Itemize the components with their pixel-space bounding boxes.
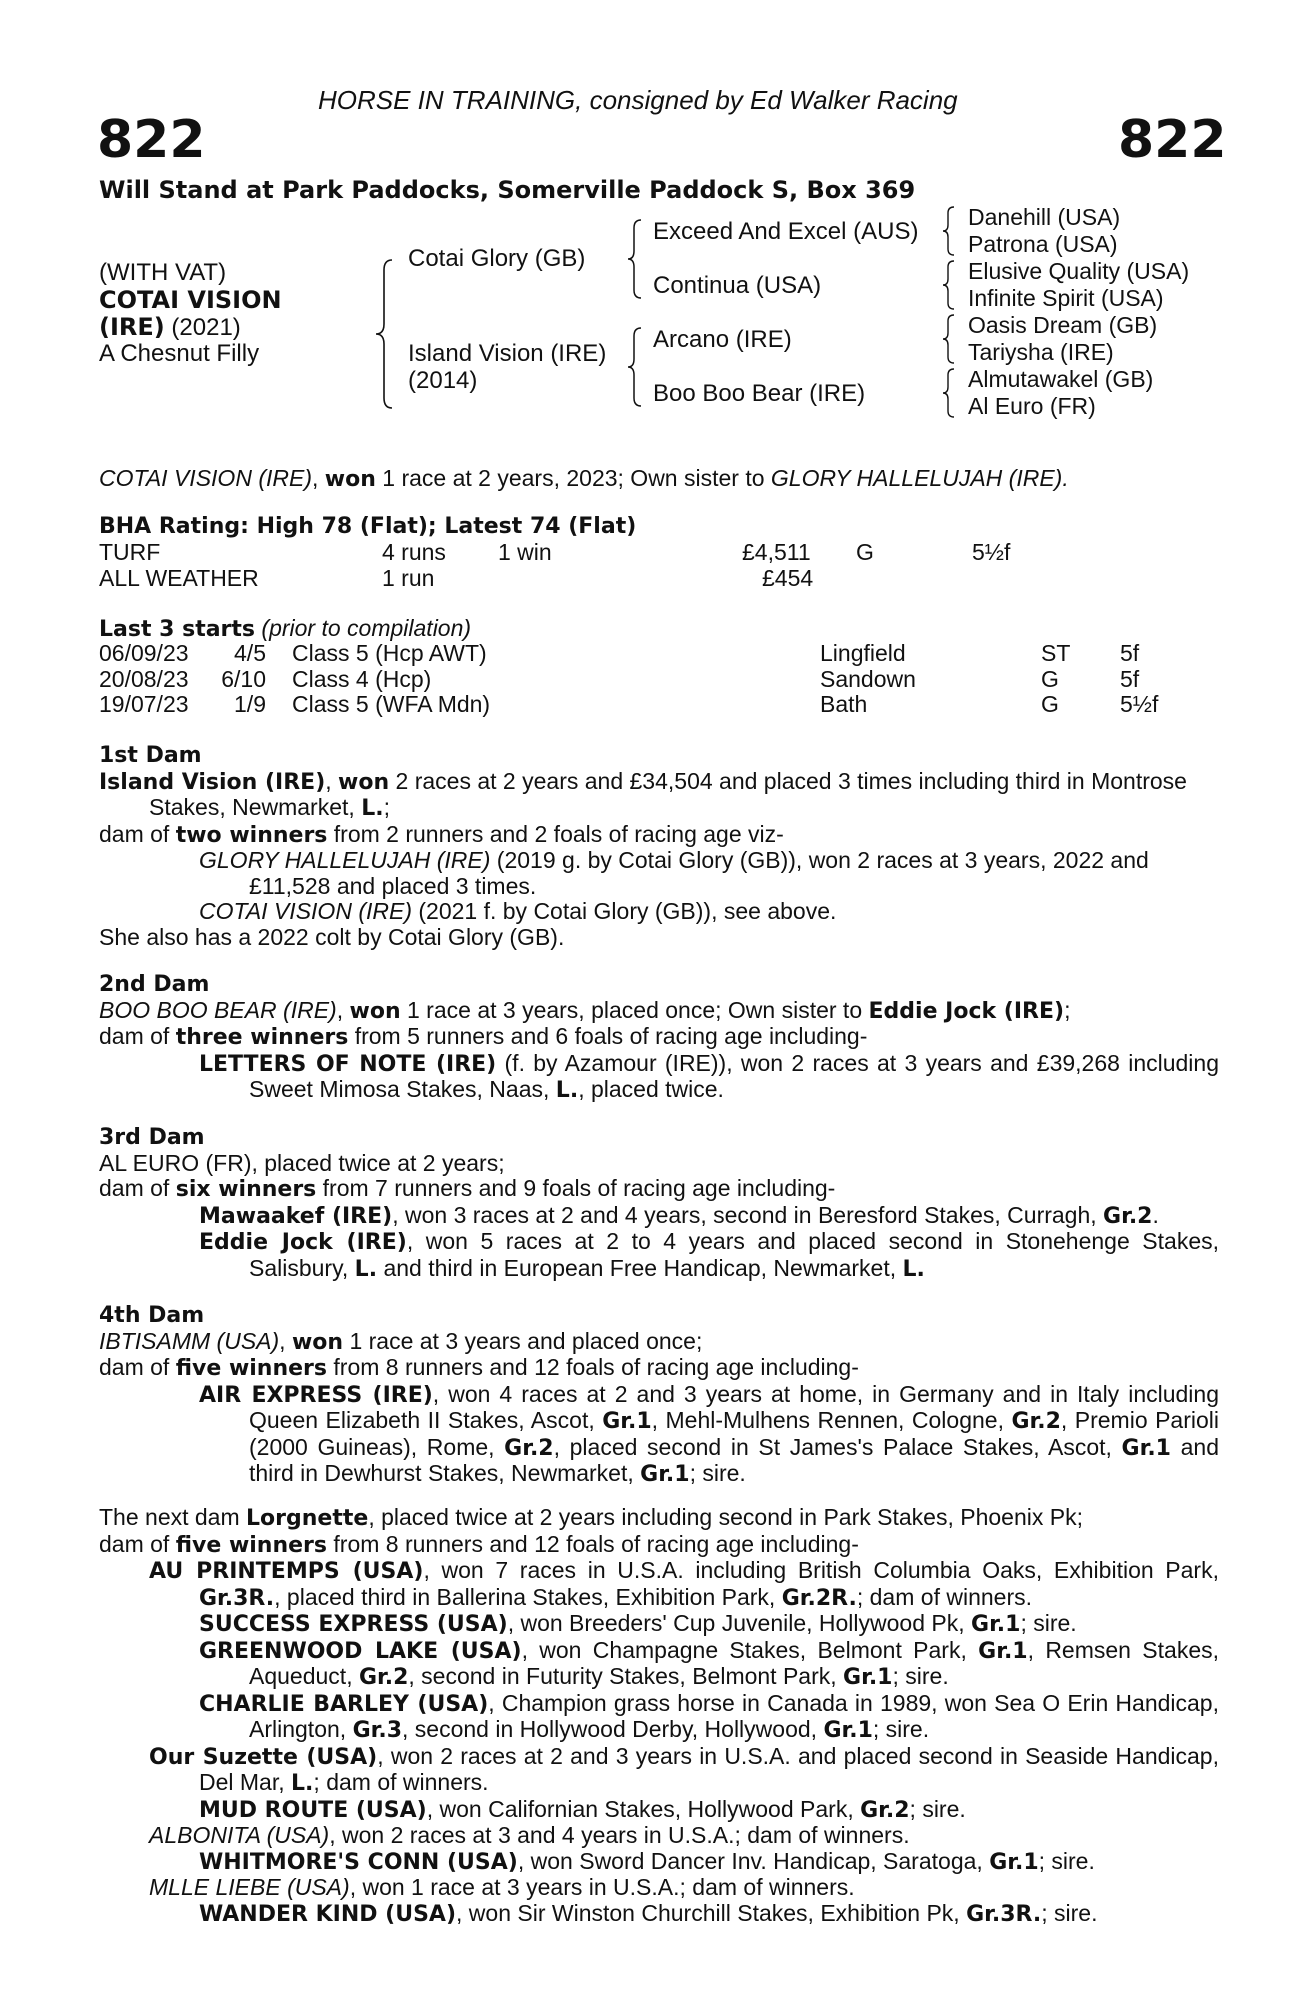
horse-year: (2021) [164, 314, 241, 341]
fourth-dam-winners: five winners [175, 1356, 328, 1381]
progeny-end: ; dam of winners. [856, 1583, 1032, 1610]
fourth-dam-name: IBTISAMM (USA) [99, 1327, 280, 1354]
first-dam-produce-pre: dam of [99, 820, 176, 847]
first-dam-produce [99, 822, 1219, 849]
progeny-wander-kind [99, 1901, 1219, 1928]
progeny-text: , won 4 races at 2 and 3 years at home, in Germany and in Italy including Queen Elizabeth II Stakes, Ascot, [249, 1380, 1219, 1433]
last-starts-title: Last 3 starts [99, 617, 256, 642]
progeny-name: AIR EXPRESS (IRE) [199, 1382, 433, 1408]
progeny-greenwood-lake [99, 1638, 1219, 1691]
turf-prize-money: £4,511 [742, 539, 811, 565]
progeny-whitmores-conn [99, 1849, 1219, 1876]
progeny-grade: Gr.3R. [199, 1585, 275, 1611]
progeny-grade: Gr.1 [978, 1638, 1028, 1664]
start-course: Bath [820, 691, 868, 717]
summary-sister: GLORY HALLELUJAH (IRE). [770, 465, 1069, 491]
pedigree-sss: Danehill (USA) [968, 204, 1121, 230]
turf-label: TURF [99, 539, 161, 565]
progeny-grade: Gr.1 [640, 1462, 690, 1487]
progeny-end: ; dam of winners. [313, 1769, 489, 1795]
progeny-text: , won Champagne Stakes, Belmont Park, [521, 1636, 979, 1663]
start-distance: 5f [1120, 640, 1140, 666]
progeny-text: , won Californian Stakes, Hollywood Park, [426, 1795, 861, 1822]
next-dam-produce-pre: dam of [99, 1530, 176, 1557]
progeny-grade: Gr.2 [1011, 1409, 1061, 1434]
third-dam-record: AL EURO (FR), placed twice at 2 years; [99, 1149, 505, 1176]
turf-going: G [856, 539, 874, 565]
third-dam-produce-pre: dam of [99, 1175, 176, 1201]
progeny-success-express [99, 1611, 1219, 1638]
start-race: Class 4 (Hcp) [292, 665, 432, 692]
progeny-grade: Gr.1 [823, 1718, 873, 1743]
third-dam-progeny-1 [99, 1203, 1219, 1230]
second-dam-sister: Eddie Jock (IRE) [868, 998, 1065, 1024]
progeny-name: ALBONITA (USA) [149, 1822, 330, 1848]
first-dam-record: Island Vision (IRE), won 2 races at 2 years and £34,504 and placed 3 times including third in Montrose Stakes, Newmarket, L.; [99, 767, 1187, 821]
pedigree-dam-brace [625, 326, 645, 408]
third-dam-section [99, 1125, 1219, 1282]
summary-horse: COTAI VISION (IRE) [99, 465, 312, 491]
progeny-name: GLORY HALLELUJAH (IRE) [199, 847, 491, 873]
progeny-text: , won 1 race at 3 years in U.S.A.; dam of winners. [349, 1874, 855, 1900]
progeny-text: , won 3 races at 2 and 4 years, second in Beresford Stakes, Curragh, [392, 1201, 1104, 1228]
progeny-name: Our Suzette (USA) [149, 1744, 378, 1770]
first-dam-end: ; [383, 794, 390, 820]
first-dam-footnote: She also has a 2022 colt by Cotai Glory (GB). [99, 923, 565, 950]
start-course: Lingfield [820, 640, 906, 666]
progeny-grade: Gr.1 [1121, 1435, 1171, 1461]
progeny-name: WHITMORE'S CONN (USA) [199, 1849, 518, 1875]
fourth-dam-heading: 4th Dam [99, 1303, 205, 1328]
aw-label: ALL WEATHER [99, 565, 259, 591]
start-course: Sandown [820, 665, 916, 692]
progeny-grade: Gr.1 [602, 1409, 652, 1434]
first-dam-text: 2 races at 2 years and £34,504 and placed 3 times including third in Montrose Stakes, Newmarket, [149, 767, 1187, 820]
second-dam-text: 1 race at 3 years, placed once; Own sister to [400, 996, 869, 1023]
progeny-text: , won 7 races in U.S.A. including British Columbia Oaks, Exhibition Park, [423, 1557, 1219, 1583]
progeny-name: AU PRINTEMPS (USA) [149, 1559, 424, 1584]
progeny-name: Eddie Jock (IRE) [199, 1230, 407, 1255]
next-dam-produce [99, 1532, 1219, 1559]
first-dam-won: won [338, 769, 390, 795]
second-dam-won: won [349, 998, 401, 1024]
progeny-text: , won Breeders' Cup Juvenile, Hollywood Pk, [507, 1610, 972, 1636]
aw-prize-money: £454 [762, 565, 814, 591]
progeny-text: and third in Dewhurst Stakes, Newmarket, [249, 1433, 1219, 1486]
start-date: 06/09/23 [99, 640, 189, 666]
progeny-grade: Gr.2R. [781, 1585, 857, 1611]
bha-rating: BHA Rating: High 78 (Flat); Latest 74 (Flat) [99, 514, 637, 539]
progeny-albonita [99, 1823, 1219, 1849]
fourth-dam-won: won [291, 1329, 344, 1355]
progeny-text: , Remsen Stakes, Aqueduct, [249, 1636, 1219, 1689]
pedigree-dam-dam: Boo Boo Bear (IRE) [653, 380, 866, 407]
fourth-dam-section [99, 1303, 1219, 1488]
progeny-end: ; sire. [1020, 1610, 1077, 1636]
turf-runs: 4 runs [382, 539, 446, 565]
progeny-text: , won Sir Winston Churchill Stakes, Exhibition Pk, [456, 1899, 967, 1926]
pedigree-ddd: Al Euro (FR) [968, 393, 1096, 419]
pedigree-sire: Cotai Glory (GB) [408, 245, 586, 272]
progeny-text: , won Sword Dancer Inv. Handicap, Saratoga, [517, 1847, 990, 1874]
progeny-text-2: and third in European Free Handicap, Newmarket, [377, 1254, 903, 1281]
progeny-text: , Champion grass horse in Canada in 1989, won Sea O Erin Handicap, Arlington, [249, 1689, 1219, 1742]
third-dam-produce [99, 1176, 1219, 1203]
second-dam-winners: three winners [175, 1025, 349, 1050]
first-dam-winners: two winners [175, 822, 328, 848]
pedigree-brace-ss [941, 205, 957, 257]
next-dam-section [99, 1505, 1219, 1927]
progeny-name: COTAI VISION (IRE) [199, 898, 412, 924]
pedigree-sds: Elusive Quality (USA) [968, 258, 1190, 284]
progeny-au-printemps [99, 1558, 1219, 1611]
progeny-text: , placed third in Ballerina Stakes, Exhibition Park, [274, 1583, 782, 1610]
next-dam-pre: The next dam [99, 1504, 247, 1530]
lot-number-left: 822 [97, 110, 206, 170]
first-dam-progeny-2 [99, 899, 1219, 925]
progeny-text: (2021 f. by Cotai Glory (GB)), see above. [411, 898, 837, 924]
pedigree-brace-dd [941, 367, 957, 419]
third-dam-produce-text: from 7 runners and 9 foals of racing age including- [316, 1175, 836, 1201]
pedigree-dam-year: (2014) [408, 367, 478, 394]
progeny-grade: Gr.1 [843, 1665, 893, 1690]
pedigree-brace-sd [941, 259, 957, 311]
horse-country: (IRE) [99, 313, 165, 341]
vat-note: (WITH VAT) [99, 259, 227, 286]
second-dam-section [99, 972, 1219, 1104]
progeny-end: ; sire. [1038, 1847, 1095, 1874]
consignment-subtitle: HORSE IN TRAINING, consigned by Ed Walker Racing [318, 85, 958, 115]
progeny-text: , placed second in St James's Palace Stakes, Ascot, [553, 1433, 1122, 1460]
first-dam-name: Island Vision (IRE) [99, 769, 326, 795]
progeny-listed: L. [354, 1256, 378, 1282]
progeny-text: (2019 g. by Cotai Glory (GB)), won 2 races at 3 years, 2022 and £11,528 and placed 3 times. [249, 847, 1149, 899]
progeny-grade: Gr.2 [504, 1435, 554, 1461]
start-date: 19/07/23 [99, 691, 189, 717]
aw-runs: 1 run [382, 565, 435, 591]
second-dam-produce-pre: dam of [99, 1023, 176, 1049]
first-dam-section [99, 743, 1219, 950]
pedigree-ssd: Patrona (USA) [968, 231, 1118, 257]
progeny-end: ; sire. [689, 1460, 746, 1486]
second-dam-produce [99, 1024, 1219, 1051]
third-dam-heading: 3rd Dam [99, 1125, 205, 1150]
progeny-name: WANDER KIND (USA) [199, 1901, 457, 1927]
next-dam-winners: five winners [175, 1532, 328, 1558]
horse-name: COTAI VISION [99, 286, 282, 314]
third-dam-progeny-2 [99, 1229, 1219, 1282]
start-race: Class 5 (WFA Mdn) [292, 691, 491, 717]
progeny-our-suzette [99, 1744, 1219, 1797]
progeny-text: (f. by Azamour (IRE)), won 2 races at 3 years and £39,268 including Sweet Mimosa Stakes, Naas, [249, 1049, 1219, 1102]
start-going: G [1041, 665, 1059, 692]
progeny-end: , placed twice. [578, 1076, 724, 1102]
first-dam-progeny-1 [99, 848, 1219, 899]
second-dam-end: ; [1064, 996, 1071, 1023]
progeny-name: MLLE LIEBE (USA) [149, 1874, 350, 1900]
start-position: 1/9 [234, 691, 266, 717]
next-dam-record [99, 1505, 1219, 1532]
fourth-dam-produce-text: from 8 runners and 12 foals of racing age including- [327, 1354, 859, 1380]
second-dam-heading: 2nd Dam [99, 972, 210, 997]
fourth-dam-produce-pre: dam of [99, 1354, 176, 1380]
next-dam-name: Lorgnette [246, 1506, 369, 1531]
progeny-grade: Gr.3 [352, 1718, 402, 1743]
progeny-name: GREENWOOD LAKE (USA) [199, 1638, 522, 1664]
pedigree-sire-brace [625, 218, 645, 300]
progeny-mlle-liebe [99, 1875, 1219, 1901]
progeny-name: MUD ROUTE (USA) [199, 1797, 427, 1823]
second-dam-produce-text: from 5 runners and 6 foals of racing age including- [348, 1023, 868, 1049]
first-dam-listed: L. [361, 796, 384, 821]
start-position: 4/5 [234, 640, 266, 666]
progeny-text: , Mehl-Mulhens Rennen, Cologne, [651, 1407, 1012, 1433]
second-dam-name: BOO BOO BEAR (IRE) [99, 996, 337, 1023]
progeny-grade: Gr.1 [989, 1849, 1039, 1875]
pedigree-dds: Almutawakel (GB) [968, 366, 1154, 392]
start-going: ST [1041, 640, 1071, 666]
progeny-text: , second in Hollywood Derby, Hollywood, [402, 1716, 824, 1742]
fourth-dam-produce [99, 1355, 1219, 1382]
start-date: 20/08/23 [99, 665, 189, 692]
pedigree-dam-sire: Arcano (IRE) [653, 326, 792, 353]
last-starts-heading [99, 615, 471, 642]
progeny-grade: Gr.2 [358, 1665, 409, 1690]
progeny-text: , won 2 races at 2 and 3 years in U.S.A. and placed second in Seaside Handicap, Del Mar, [199, 1742, 1219, 1795]
pedigree-dam: Island Vision (IRE) [408, 340, 607, 367]
progeny-name: CHARLIE BARLEY (USA) [199, 1691, 489, 1717]
progeny-end: . [1152, 1201, 1159, 1228]
second-dam-record: BOO BOO BEAR (IRE), won 1 race at 3 years, placed once; Own sister to Eddie Jock (IRE); [99, 996, 1071, 1024]
first-dam-produce-text: from 2 runners and 2 foals of racing age viz- [327, 820, 784, 847]
progeny-name: LETTERS OF NOTE (IRE) [199, 1051, 497, 1077]
progeny-mud-route [99, 1797, 1219, 1824]
progeny-grade: Gr.2 [1103, 1203, 1153, 1229]
pedigree-sire-dam: Continua (USA) [653, 272, 822, 299]
turf-distance: 5½f [972, 539, 1011, 565]
progeny-end: ; sire. [892, 1663, 949, 1689]
second-dam-progeny-1 [99, 1051, 1219, 1104]
progeny-text: , won 5 races at 2 to 4 years and placed second in Stonehenge Stakes, Salisbury, [249, 1228, 1219, 1281]
start-going: G [1041, 691, 1059, 717]
progeny-end: ; sire. [1041, 1899, 1098, 1926]
pedigree-sire-sire: Exceed And Excel (AUS) [653, 218, 919, 245]
progeny-grade: Gr.1 [971, 1612, 1021, 1637]
race-summary: COTAI VISION (IRE), won 1 race at 2 years, 2023; Own sister to GLORY HALLELUJAH (IRE). [99, 465, 1069, 492]
next-dam-produce-text: from 8 runners and 12 foals of racing age including- [327, 1530, 859, 1557]
progeny-name: SUCCESS EXPRESS (USA) [199, 1612, 508, 1637]
last-starts-note: (prior to compilation) [255, 615, 472, 641]
horse-origin-year [99, 313, 241, 342]
progeny-name: Mawaakef (IRE) [199, 1203, 393, 1229]
progeny-end: ; sire. [872, 1716, 930, 1742]
next-dam-text: , placed twice at 2 years including second in Park Stakes, Phoenix Pk; [368, 1504, 1083, 1530]
progeny-grade: Gr.3R. [966, 1901, 1042, 1927]
fourth-dam-record: IBTISAMM (USA), won 1 race at 3 years and placed once; [99, 1327, 703, 1355]
progeny-listed: L. [555, 1078, 579, 1103]
turf-wins: 1 win [498, 539, 552, 565]
start-distance: 5½f [1120, 691, 1159, 717]
start-race: Class 5 (Hcp AWT) [292, 640, 487, 666]
pedigree-sdd: Infinite Spirit (USA) [968, 285, 1164, 311]
first-dam-heading: 1st Dam [99, 743, 202, 768]
progeny-text: , second in Futurity Stakes, Belmont Park, [408, 1663, 844, 1689]
start-distance: 5f [1120, 665, 1140, 692]
progeny-listed-2: L. [902, 1256, 925, 1282]
fourth-dam-progeny-1 [99, 1382, 1219, 1488]
start-position: 6/10 [221, 665, 266, 692]
summary-won: won [324, 467, 376, 492]
pedigree-brace-ds [941, 313, 957, 365]
pedigree-dss: Oasis Dream (GB) [968, 312, 1158, 338]
third-dam-winners: six winners [175, 1177, 317, 1202]
lot-number-right: 822 [1118, 110, 1227, 170]
pedigree-main-brace [372, 258, 396, 410]
stabling-location: Will Stand at Park Paddocks, Somerville Paddock S, Box 369 [99, 176, 916, 204]
progeny-text: , Premio Parioli (2000 Guineas), Rome, [249, 1407, 1220, 1460]
progeny-listed: L. [291, 1771, 314, 1796]
progeny-text: , won 2 races at 3 and 4 years in U.S.A.; dam of winners. [329, 1822, 910, 1848]
pedigree-dsd: Tariysha (IRE) [968, 339, 1114, 365]
summary-text: 1 race at 2 years, 2023; Own sister to [375, 465, 771, 491]
progeny-grade: Gr.2 [860, 1797, 910, 1823]
progeny-end: ; sire. [909, 1795, 966, 1822]
progeny-charlie-barley [99, 1691, 1219, 1744]
fourth-dam-text: 1 race at 3 years and placed once; [343, 1327, 703, 1354]
horse-description: A Chesnut Filly [99, 340, 260, 367]
